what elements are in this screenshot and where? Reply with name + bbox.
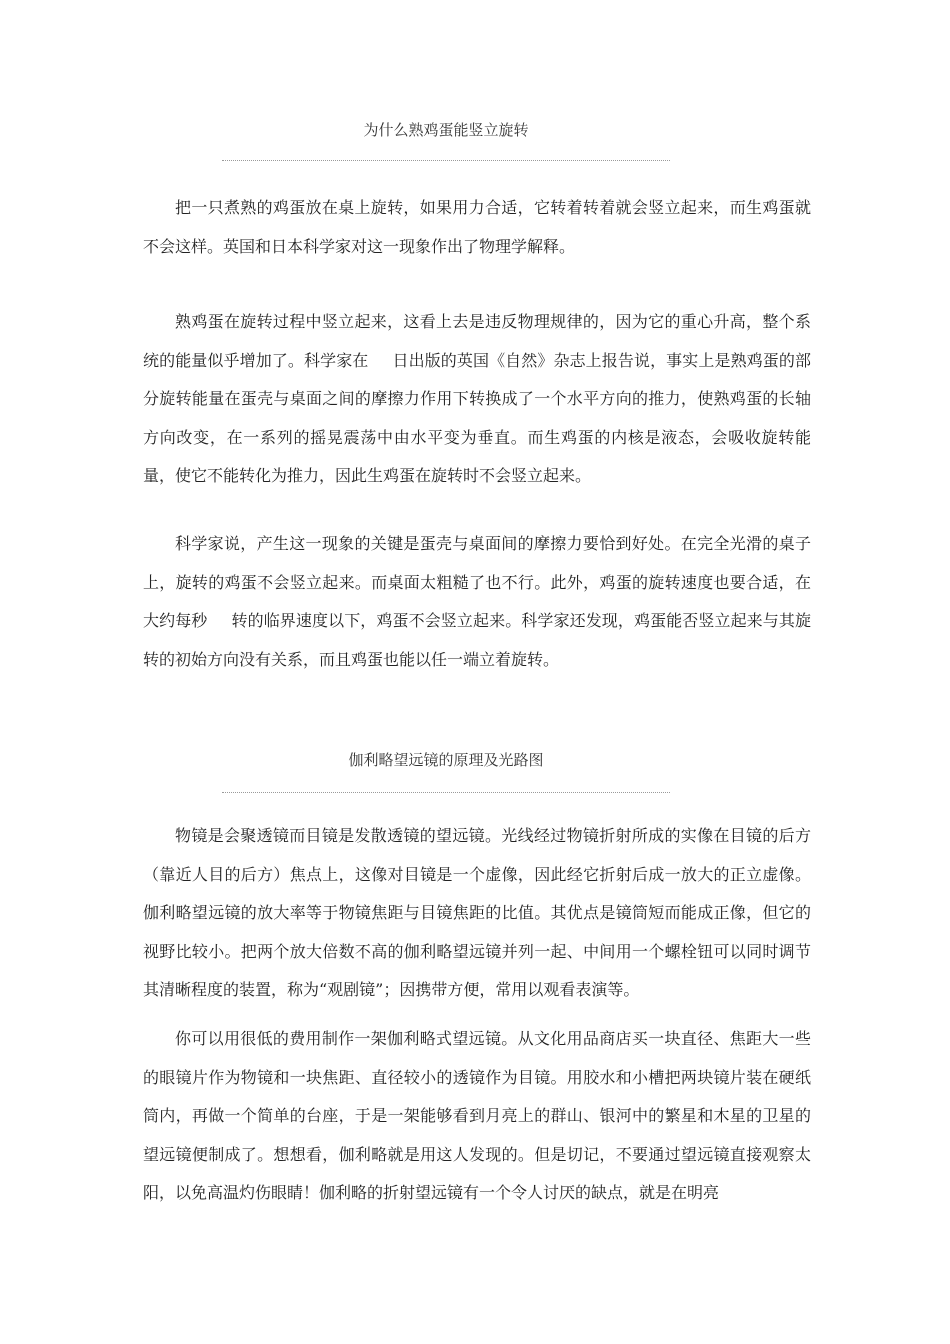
paragraph-text: 把一只煮熟的鸡蛋放在桌上旋转，如果用力合适，它转着转着就会竖立起来，而生鸡蛋就不会这样。英国和日本科学家对这一现象作出了物理学解释。: [143, 198, 811, 256]
paragraph-text: 熟鸡蛋在旋转过程中竖立起来，这看上去是违反物理规律的，因为它的重心升高，整个系统的能量似乎增加了。科学家在: [143, 312, 811, 370]
paragraph-egg-friction: [143, 525, 811, 679]
paragraph-text: 科学家说，产生这一现象的关键是蛋壳与桌面间的摩擦力要恰到好处。在完全光滑的桌子上，旋转的鸡蛋不会竖立起来。而桌面太粗糙了也不行。此外，鸡蛋的旋转速度也要合适，在大约每秒: [143, 534, 811, 630]
paragraph-egg-explanation: [143, 303, 811, 496]
paragraph-text: 物镜是会聚透镜而目镜是发散透镜的望远镜。光线经过物镜折射所成的实像在目镜的后方（靠近人目的后方）焦点上，这像对目镜是一个虚像，因此经它折射后成一放大的正立虚像。伽利略望远镜的放大率等于物镜焦距与目镜焦距的比值。其优点是镜筒短而能成正像，但它的视野比较小。把两个放大倍数不高的伽利略望远镜并列一起、中间用一个螺栓钮可以同时调节其清晰程度的装置，称为“观剧镜”；因携带方便，常用以观看表演等。: [143, 826, 811, 999]
paragraph-text: 你可以用很低的费用制作一架伽利略式望远镜。从文化用品商店买一块直径、焦距大一些的眼镜片作为物镜和一块焦距、直径较小的透镜作为目镜。用胶水和小槽把两块镜片装在硬纸筒内，再做一个简单的台座，于是一架能够看到月亮上的群山、银河中的繁星和木星的卫星的望远镜便制成了。想想看，伽利略就是用这人发现的。但是切记，不要通过望远镜直接观察太阳，以免高温灼伤眼睛！伽利略的折射望远镜有一个令人讨厌的缺点，就是在明亮: [143, 1029, 811, 1202]
title-divider-telescope: [222, 792, 670, 793]
paragraph-text: 日出版的英国《自然》杂志上报告说，事实上是熟鸡蛋的部分旋转能量在蛋壳与桌面之间的摩擦力作用下转换成了一个水平方向的推力，使熟鸡蛋的长轴方向改变，在一系列的摇晃震荡中由水平变为垂直。而生鸡蛋的内核是液态，会吸收旋转能量，使它不能转化为推力，因此生鸡蛋在旋转时不会竖立起来。: [143, 350, 811, 485]
paragraph-text: 转的临界速度以下，鸡蛋不会竖立起来。科学家还发现，鸡蛋能否竖立起来与其旋转的初始方向没有关系，而且鸡蛋也能以任一端立着旋转。: [143, 611, 811, 669]
paragraph-telescope-principle: [143, 817, 811, 1010]
section-title-egg: 为什么熟鸡蛋能竖立旋转: [363, 121, 529, 139]
paragraph-telescope-diy: [143, 1020, 811, 1213]
paragraph-egg-intro: [143, 189, 811, 266]
section-title-telescope: 伽利略望远镜的原理及光路图: [348, 751, 544, 769]
title-divider-egg: [222, 160, 670, 161]
